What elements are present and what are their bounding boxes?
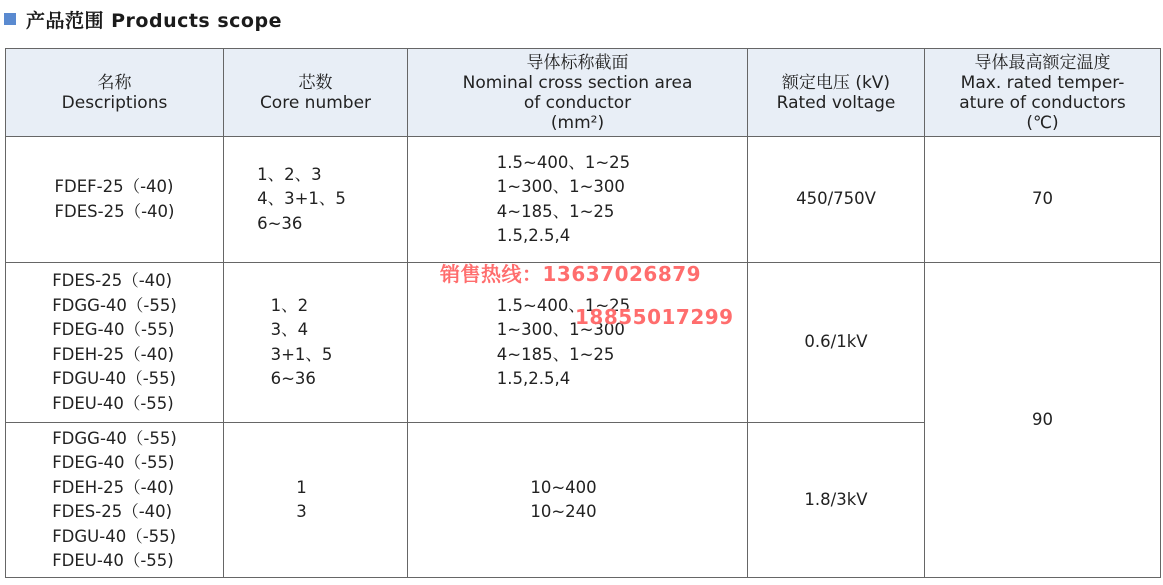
section-item: 4~185、1~25 [496, 201, 615, 221]
header-rated-voltage: 额定电压 (kV) Rated voltage [748, 49, 925, 137]
cores-cell [224, 137, 408, 263]
temperature-cell: 90 [925, 263, 1161, 578]
section-item: 10~240 [530, 502, 597, 521]
core-item: 3、4 [270, 320, 309, 339]
table-row [6, 137, 1161, 263]
core-item: 6~36 [257, 213, 303, 233]
section-item: 1.5,2.5,4 [496, 369, 571, 388]
core-item: 1、2、3 [257, 164, 322, 184]
core-item: 3+1、5 [270, 344, 333, 364]
description-item: FDES-25（-40) [54, 201, 175, 221]
header-cross-section: 导体标称截面 Nominal cross section area of conductor (mm²) [408, 49, 748, 137]
core-item: 1、2 [270, 295, 309, 315]
description-item: FDGU-40（-55) [52, 369, 177, 388]
description-item: FDEH-25（-40) [52, 344, 175, 364]
table-header-row [6, 49, 1161, 137]
description-item: FDEU-40（-55) [52, 393, 174, 413]
section-item: 4~185、1~25 [496, 344, 615, 364]
core-item: 4、3+1、5 [257, 189, 346, 209]
voltage-cell: 450/750V [748, 137, 925, 263]
sections-cell [408, 423, 748, 578]
section-heading [4, 6, 282, 32]
descriptions-cell [6, 423, 224, 578]
header-core-number: 芯数 Core number [224, 49, 408, 137]
description-item: FDES-25（-40) [52, 502, 173, 521]
cores-cell [224, 423, 408, 578]
section-item: 1~300、1~300 [496, 320, 625, 339]
section-title: 产品范围 Products scope [26, 9, 282, 32]
description-item: FDGG-40（-55) [52, 428, 177, 448]
core-item: 1 [296, 477, 307, 497]
voltage-cell: 0.6/1kV [748, 263, 925, 423]
core-item: 3 [296, 502, 307, 521]
header-descriptions: 名称 Descriptions [6, 49, 224, 137]
descriptions-cell [6, 263, 224, 423]
description-item: FDEU-40（-55) [52, 551, 174, 570]
description-item: FDEF-25（-40) [54, 177, 174, 196]
description-item: FDEG-40（-55) [52, 453, 175, 472]
section-item: 1.5~400、1~25 [496, 152, 631, 172]
sections-cell [408, 137, 748, 263]
section-item: 1~300、1~300 [496, 177, 625, 196]
core-item: 6~36 [270, 369, 316, 388]
sales-hotline-watermark-2: 18855017299 [575, 305, 734, 329]
descriptions-cell [6, 137, 224, 263]
sales-hotline-watermark: 销售热线：13637026879 [440, 262, 702, 286]
description-item: FDGU-40（-55) [52, 526, 177, 546]
temperature-cell: 70 [925, 137, 1161, 263]
header-max-temperature: 导体最高额定温度 Max. rated temper- ature of conductors (℃) [925, 49, 1161, 137]
section-item: 10~400 [530, 477, 597, 497]
description-item: FDGG-40（-55) [52, 295, 177, 315]
heading-marker-icon [4, 13, 16, 25]
description-item: FDEG-40（-55) [52, 320, 175, 339]
section-item: 1.5~400、1~25 [496, 295, 631, 315]
cores-cell [224, 263, 408, 423]
section-item: 1.5,2.5,4 [496, 226, 571, 245]
description-item: FDEH-25（-40) [52, 477, 175, 497]
description-item: FDES-25（-40) [52, 271, 173, 290]
voltage-cell: 1.8/3kV [748, 423, 925, 578]
